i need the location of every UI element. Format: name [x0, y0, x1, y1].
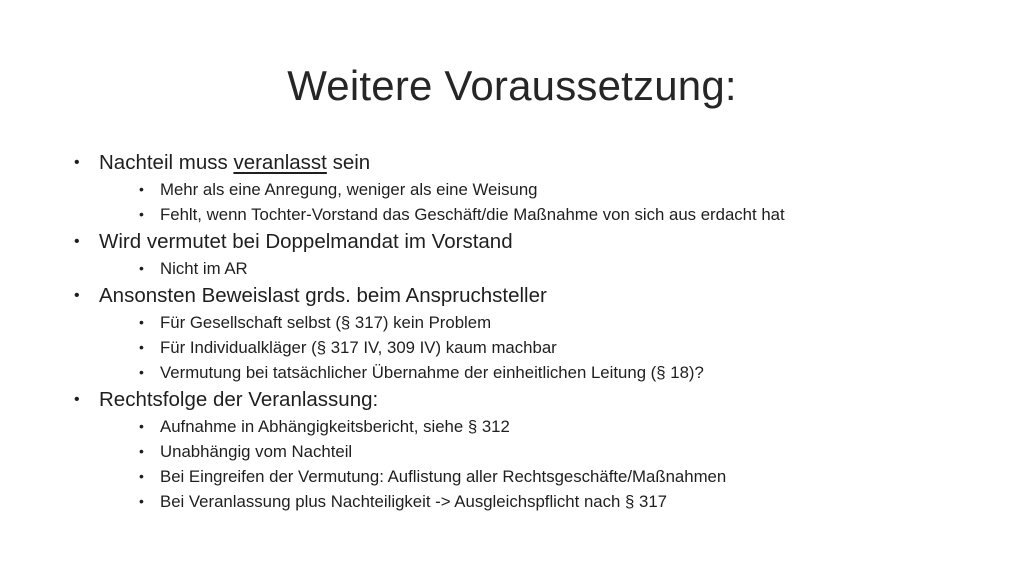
- bullet-dot-icon: •: [74, 287, 80, 304]
- bullet-item-1: [74, 148, 974, 227]
- sub-item: [99, 360, 974, 385]
- sub-item-text: Vermutung bei tatsächlicher Übernahme der einheitlichen Leitung (§ 18)?: [160, 363, 704, 382]
- bullet-list: [74, 148, 974, 514]
- sub-item: [99, 464, 974, 489]
- sub-item-text: Fehlt, wenn Tochter-Vorstand das Geschäft/die Maßnahme von sich aus erdacht hat: [160, 205, 785, 224]
- sub-item: [99, 202, 974, 227]
- sub-bullet-dot-icon: •: [139, 314, 144, 330]
- sub-list-2: [99, 256, 974, 281]
- sub-bullet-dot-icon: •: [139, 181, 144, 197]
- bullet-dot-icon: •: [74, 391, 80, 408]
- bullet-text-1a: Nachteil muss: [99, 151, 234, 174]
- bullet-item-3: [74, 281, 974, 385]
- sub-item: [99, 414, 974, 439]
- sub-bullet-dot-icon: •: [139, 468, 144, 484]
- bullet-dot-icon: •: [74, 154, 80, 171]
- sub-bullet-dot-icon: •: [139, 339, 144, 355]
- sub-item: [99, 177, 974, 202]
- sub-item-text: Bei Eingreifen der Vermutung: Auflistung aller Rechtsgeschäfte/Maßnahmen: [160, 467, 727, 486]
- bullet-text-2: Wird vermutet bei Doppelmandat im Vorstand: [99, 230, 513, 253]
- sub-bullet-dot-icon: •: [139, 493, 144, 509]
- bullet-dot-icon: •: [74, 233, 80, 250]
- bullet-text-1-underlined: veranlasst: [233, 151, 327, 174]
- sub-item-text: Unabhängig vom Nachteil: [160, 442, 353, 461]
- sub-list-1: [99, 177, 974, 227]
- sub-bullet-dot-icon: •: [139, 260, 144, 276]
- sub-item-text: Mehr als eine Anregung, weniger als eine Weisung: [160, 180, 538, 199]
- sub-bullet-dot-icon: •: [139, 206, 144, 222]
- sub-item: [99, 310, 974, 335]
- bullet-item-4: [74, 385, 974, 514]
- sub-item: [99, 335, 974, 360]
- sub-item-text: Nicht im AR: [160, 259, 248, 278]
- sub-item-text: Für Gesellschaft selbst (§ 317) kein Problem: [160, 313, 492, 332]
- sub-item-text: Für Individualkläger (§ 317 IV, 309 IV) kaum machbar: [160, 338, 557, 357]
- sub-list-4: [99, 414, 974, 514]
- sub-list-3: [99, 310, 974, 385]
- sub-item: [99, 489, 974, 514]
- sub-bullet-dot-icon: •: [139, 443, 144, 459]
- sub-bullet-dot-icon: •: [139, 418, 144, 434]
- bullet-text-3: Ansonsten Beweislast grds. beim Anspruchsteller: [99, 284, 547, 307]
- sub-item-text: Bei Veranlassung plus Nachteiligkeit -> Ausgleichspflicht nach § 317: [160, 492, 668, 511]
- sub-item: [99, 439, 974, 464]
- sub-item: [99, 256, 974, 281]
- bullet-text-1b: sein: [326, 151, 371, 174]
- sub-item-text: Aufnahme in Abhängigkeitsbericht, siehe § 312: [160, 417, 510, 436]
- sub-bullet-dot-icon: •: [139, 364, 144, 380]
- slide-title: Weitere Voraussetzung:: [287, 62, 737, 109]
- bullet-text-4: Rechtsfolge der Veranlassung:: [99, 388, 379, 411]
- bullet-item-2: [74, 227, 974, 281]
